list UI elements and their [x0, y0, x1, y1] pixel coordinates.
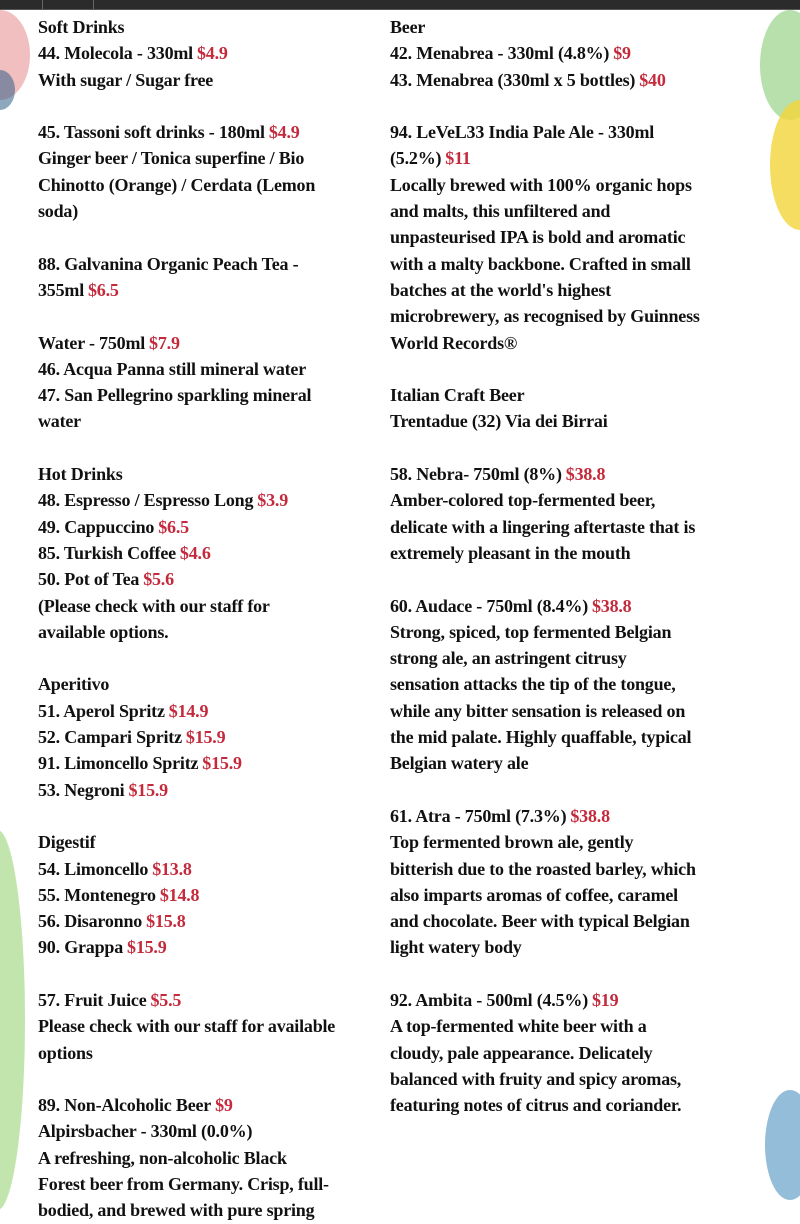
menu-line [390, 14, 700, 40]
menu-line [390, 514, 700, 540]
menu-line [38, 1092, 335, 1118]
menu-price: $14.8 [159, 884, 200, 905]
menu-text: Amber-colored top-fermented beer, [390, 490, 656, 511]
menu-line [390, 461, 700, 487]
menu-text: A refreshing, non-alcoholic Black [38, 1147, 287, 1168]
blank-line [38, 224, 335, 250]
menu-text: 47. San Pellegrino sparkling mineral [38, 385, 312, 406]
menu-text: Trentadue (32) Via dei Birrai [390, 411, 608, 432]
menu-price: $3.9 [257, 490, 288, 511]
menu-line [38, 671, 335, 697]
menu-price: $9 [613, 43, 631, 64]
menu-line [38, 67, 335, 93]
menu-line [38, 619, 335, 645]
menu-line [38, 145, 335, 171]
menu-line [38, 356, 335, 382]
menu-text: 44. Molecola - 330ml [38, 43, 193, 64]
menu-line [390, 224, 700, 250]
menu-line [38, 908, 335, 934]
menu-line [390, 1040, 700, 1066]
menu-price: $15.9 [202, 753, 242, 774]
tile-decoration [765, 1090, 800, 1200]
menu-price: $4.9 [196, 43, 228, 64]
menu-line [390, 330, 700, 356]
menu-line [38, 856, 335, 882]
menu-line [38, 172, 335, 198]
menu-price: $38.8 [570, 805, 610, 826]
menu-text: sensation attacks the tip of the tongue, [390, 674, 676, 695]
menu-text: delicate with a lingering aftertaste that is [390, 516, 696, 537]
menu-price: $40 [639, 69, 666, 90]
menu-line [38, 330, 335, 356]
menu-line [390, 1013, 700, 1039]
menu-line [38, 1118, 335, 1144]
menu-text: cloudy, pale appearance. Delicately [390, 1042, 653, 1063]
menu-text: Belgian watery ale [390, 753, 529, 774]
menu-price: $15.9 [185, 727, 226, 748]
menu-line [390, 829, 700, 855]
blank-line [38, 303, 335, 329]
menu-line [38, 1171, 335, 1197]
menu-line [390, 803, 700, 829]
menu-price: $11 [445, 148, 471, 169]
menu-price: $13.8 [152, 858, 192, 879]
menu-text: 92. Ambita - 500ml (4.5%) [390, 989, 588, 1010]
toolbar-button[interactable] [0, 0, 43, 9]
menu-line [38, 487, 335, 513]
menu-price: $15.9 [128, 779, 168, 800]
menu-text: 52. Campari Spritz [38, 727, 182, 748]
menu-line [390, 540, 700, 566]
menu-text: also imparts aromas of coffee, caramel [390, 884, 678, 905]
menu-line [38, 461, 335, 487]
menu-line [38, 1145, 335, 1171]
menu-price: $6.5 [158, 516, 189, 537]
menu-text: 57. Fruit Juice [38, 989, 147, 1010]
blank-line [390, 356, 700, 382]
menu-line [38, 14, 335, 40]
menu-text: Strong, spiced, top fermented Belgian [390, 621, 672, 642]
menu-text: soda) [38, 201, 79, 222]
blank-line [390, 566, 700, 592]
menu-text: light watery body [390, 937, 522, 958]
menu-text: microbrewery, as recognised by Guinness [390, 306, 700, 327]
menu-text: 88. Galvanina Organic Peach Tea - [38, 253, 299, 274]
menu-line [38, 934, 335, 960]
menu-line [390, 724, 700, 750]
menu-line [390, 856, 700, 882]
menu-line [38, 750, 335, 776]
menu-price: $15.9 [127, 937, 167, 958]
leaf-decoration [0, 830, 25, 1210]
menu-price: $6.5 [88, 279, 119, 300]
menu-line [390, 882, 700, 908]
menu-text: 61. Atra - 750ml (7.3%) [390, 805, 567, 826]
menu-text: with a malty backbone. Crafted in small [390, 253, 691, 274]
menu-price: $38.8 [591, 595, 632, 616]
menu-line [38, 277, 335, 303]
menu-text: unpasteurised IPA is bold and aromatic [390, 227, 686, 248]
menu-text: 355ml [38, 279, 84, 300]
menu-text: Forest beer from Germany. Crisp, full- [38, 1174, 329, 1195]
menu-text: 58. Nebra- 750ml (8%) [390, 464, 562, 485]
menu-text: Top fermented brown ale, gently [390, 832, 634, 853]
menu-line [390, 408, 700, 434]
menu-line [390, 1092, 700, 1118]
menu-price: $7.9 [149, 332, 180, 353]
blank-line [38, 803, 335, 829]
menu-line [390, 251, 700, 277]
menu-text: (Please check with our staff for [38, 595, 270, 616]
menu-text: (5.2%) [390, 148, 442, 169]
menu-line [390, 198, 700, 224]
menu-text: and chocolate. Beer with typical Belgian [390, 911, 690, 932]
menu-line [390, 987, 700, 1013]
menu-line [390, 119, 700, 145]
blank-line [390, 961, 700, 987]
menu-line [390, 671, 700, 697]
menu-text: With sugar / Sugar free [38, 69, 214, 90]
menu-column-right [390, 14, 700, 1118]
menu-text: extremely pleasant in the mouth [390, 542, 631, 563]
menu-line [38, 514, 335, 540]
blank-line [38, 645, 335, 671]
menu-line [390, 67, 700, 93]
menu-text: 94. LeVeL33 India Pale Ale - 330ml [390, 122, 655, 143]
menu-text: batches at the world's highest [390, 279, 612, 300]
menu-line [390, 1066, 700, 1092]
menu-text: 51. Aperol Spritz [38, 700, 165, 721]
menu-line [390, 40, 700, 66]
menu-text: Alpirsbacher - 330ml (0.0%) [38, 1121, 253, 1142]
menu-text: available options. [38, 621, 169, 642]
menu-text: 49. Cappuccino [38, 516, 155, 537]
menu-text: Hot Drinks [38, 464, 123, 485]
menu-line [38, 829, 335, 855]
menu-line [38, 1013, 335, 1039]
menu-line [390, 750, 700, 776]
menu-price: $9 [215, 1095, 233, 1116]
menu-text: Aperitivo [38, 674, 110, 695]
menu-line [390, 172, 700, 198]
menu-text: Water - 750ml [38, 332, 146, 353]
toolbar-button[interactable] [43, 0, 94, 9]
menu-text: A top-fermented white beer with a [390, 1016, 647, 1037]
menu-line [38, 724, 335, 750]
menu-text: 46. Acqua Panna still mineral water [38, 358, 306, 379]
menu-line [38, 1040, 335, 1066]
menu-text: 60. Audace - 750ml (8.4%) [390, 595, 588, 616]
menu-text: 85. Turkish Coffee [38, 542, 176, 563]
menu-price: $5.6 [143, 569, 174, 590]
menu-line [38, 593, 335, 619]
menu-price: $14.9 [168, 700, 209, 721]
menu-text: 48. Espresso / Espresso Long [38, 490, 254, 511]
menu-text: 54. Limoncello [38, 858, 149, 879]
menu-line [390, 593, 700, 619]
menu-line [38, 566, 335, 592]
menu-text: the mid palate. Highly quaffable, typical [390, 727, 692, 748]
menu-price: $4.9 [268, 122, 300, 143]
menu-price: $38.8 [565, 464, 606, 485]
blank-line [38, 961, 335, 987]
menu-line [38, 408, 335, 434]
menu-text: 56. Disaronno [38, 911, 143, 932]
menu-text: 55. Montenegro [38, 884, 156, 905]
blank-line [38, 435, 335, 461]
menu-text: 42. Menabrea - 330ml (4.8%) [390, 43, 610, 64]
menu-line [38, 540, 335, 566]
menu-text: Locally brewed with 100% organic hops [390, 174, 692, 195]
menu-price: $5.5 [150, 989, 182, 1010]
menu-text: bitterish due to the roasted barley, which [390, 858, 696, 879]
menu-text: 90. Grappa [38, 937, 124, 958]
menu-line [38, 1197, 335, 1223]
menu-text: balanced with fruity and spicy aromas, [390, 1068, 682, 1089]
menu-text: Please check with our staff for available [38, 1016, 336, 1037]
menu-text: 45. Tassoni soft drinks - 180ml [38, 122, 265, 143]
menu-column-left [38, 14, 335, 1224]
top-toolbar [0, 0, 800, 10]
menu-line [390, 303, 700, 329]
menu-line [390, 487, 700, 513]
menu-text: 50. Pot of Tea [38, 569, 140, 590]
menu-line [390, 698, 700, 724]
menu-line [38, 382, 335, 408]
menu-text: and malts, this unfiltered and [390, 201, 611, 222]
menu-text: Ginger beer / Tonica superfine / Bio [38, 148, 305, 169]
menu-text: 89. Non-Alcoholic Beer [38, 1095, 212, 1116]
menu-line [390, 934, 700, 960]
menu-line [38, 777, 335, 803]
menu-line [38, 698, 335, 724]
menu-text: Digestif [38, 832, 96, 853]
menu-line [38, 119, 335, 145]
menu-text: 91. Limoncello Spritz [38, 753, 199, 774]
blank-line [390, 435, 700, 461]
menu-text: featuring notes of citrus and coriander. [390, 1095, 682, 1116]
menu-line [38, 40, 335, 66]
menu-text: Beer [390, 17, 426, 37]
menu-text: bodied, and brewed with pure spring [38, 1200, 315, 1221]
blank-line [390, 777, 700, 803]
menu-text: Soft Drinks [38, 17, 125, 37]
menu-price: $4.6 [179, 542, 211, 563]
menu-text: 53. Negroni [38, 779, 125, 800]
menu-text: strong ale, an astringent citrusy [390, 648, 627, 669]
menu-line [38, 198, 335, 224]
menu-line [38, 987, 335, 1013]
blank-line [38, 93, 335, 119]
blank-line [38, 1066, 335, 1092]
menu-text: Italian Craft Beer [390, 385, 525, 406]
menu-line [38, 251, 335, 277]
menu-line [390, 908, 700, 934]
menu-line [38, 882, 335, 908]
lemon-decoration [770, 100, 800, 230]
menu-text: Chinotto (Orange) / Cerdata (Lemon [38, 174, 316, 195]
menu-text: options [38, 1042, 93, 1063]
menu-price: $19 [591, 989, 619, 1010]
menu-line [390, 645, 700, 671]
menu-text: World Records® [390, 332, 518, 353]
blank-line [390, 93, 700, 119]
menu-line [390, 619, 700, 645]
menu-price: $15.8 [146, 911, 186, 932]
menu-text: while any bitter sensation is released on [390, 700, 686, 721]
menu-text: water [38, 411, 81, 432]
menu-line [390, 145, 700, 171]
menu-line [390, 277, 700, 303]
menu-text: 43. Menabrea (330ml x 5 bottles) [390, 69, 636, 90]
menu-line [390, 382, 700, 408]
